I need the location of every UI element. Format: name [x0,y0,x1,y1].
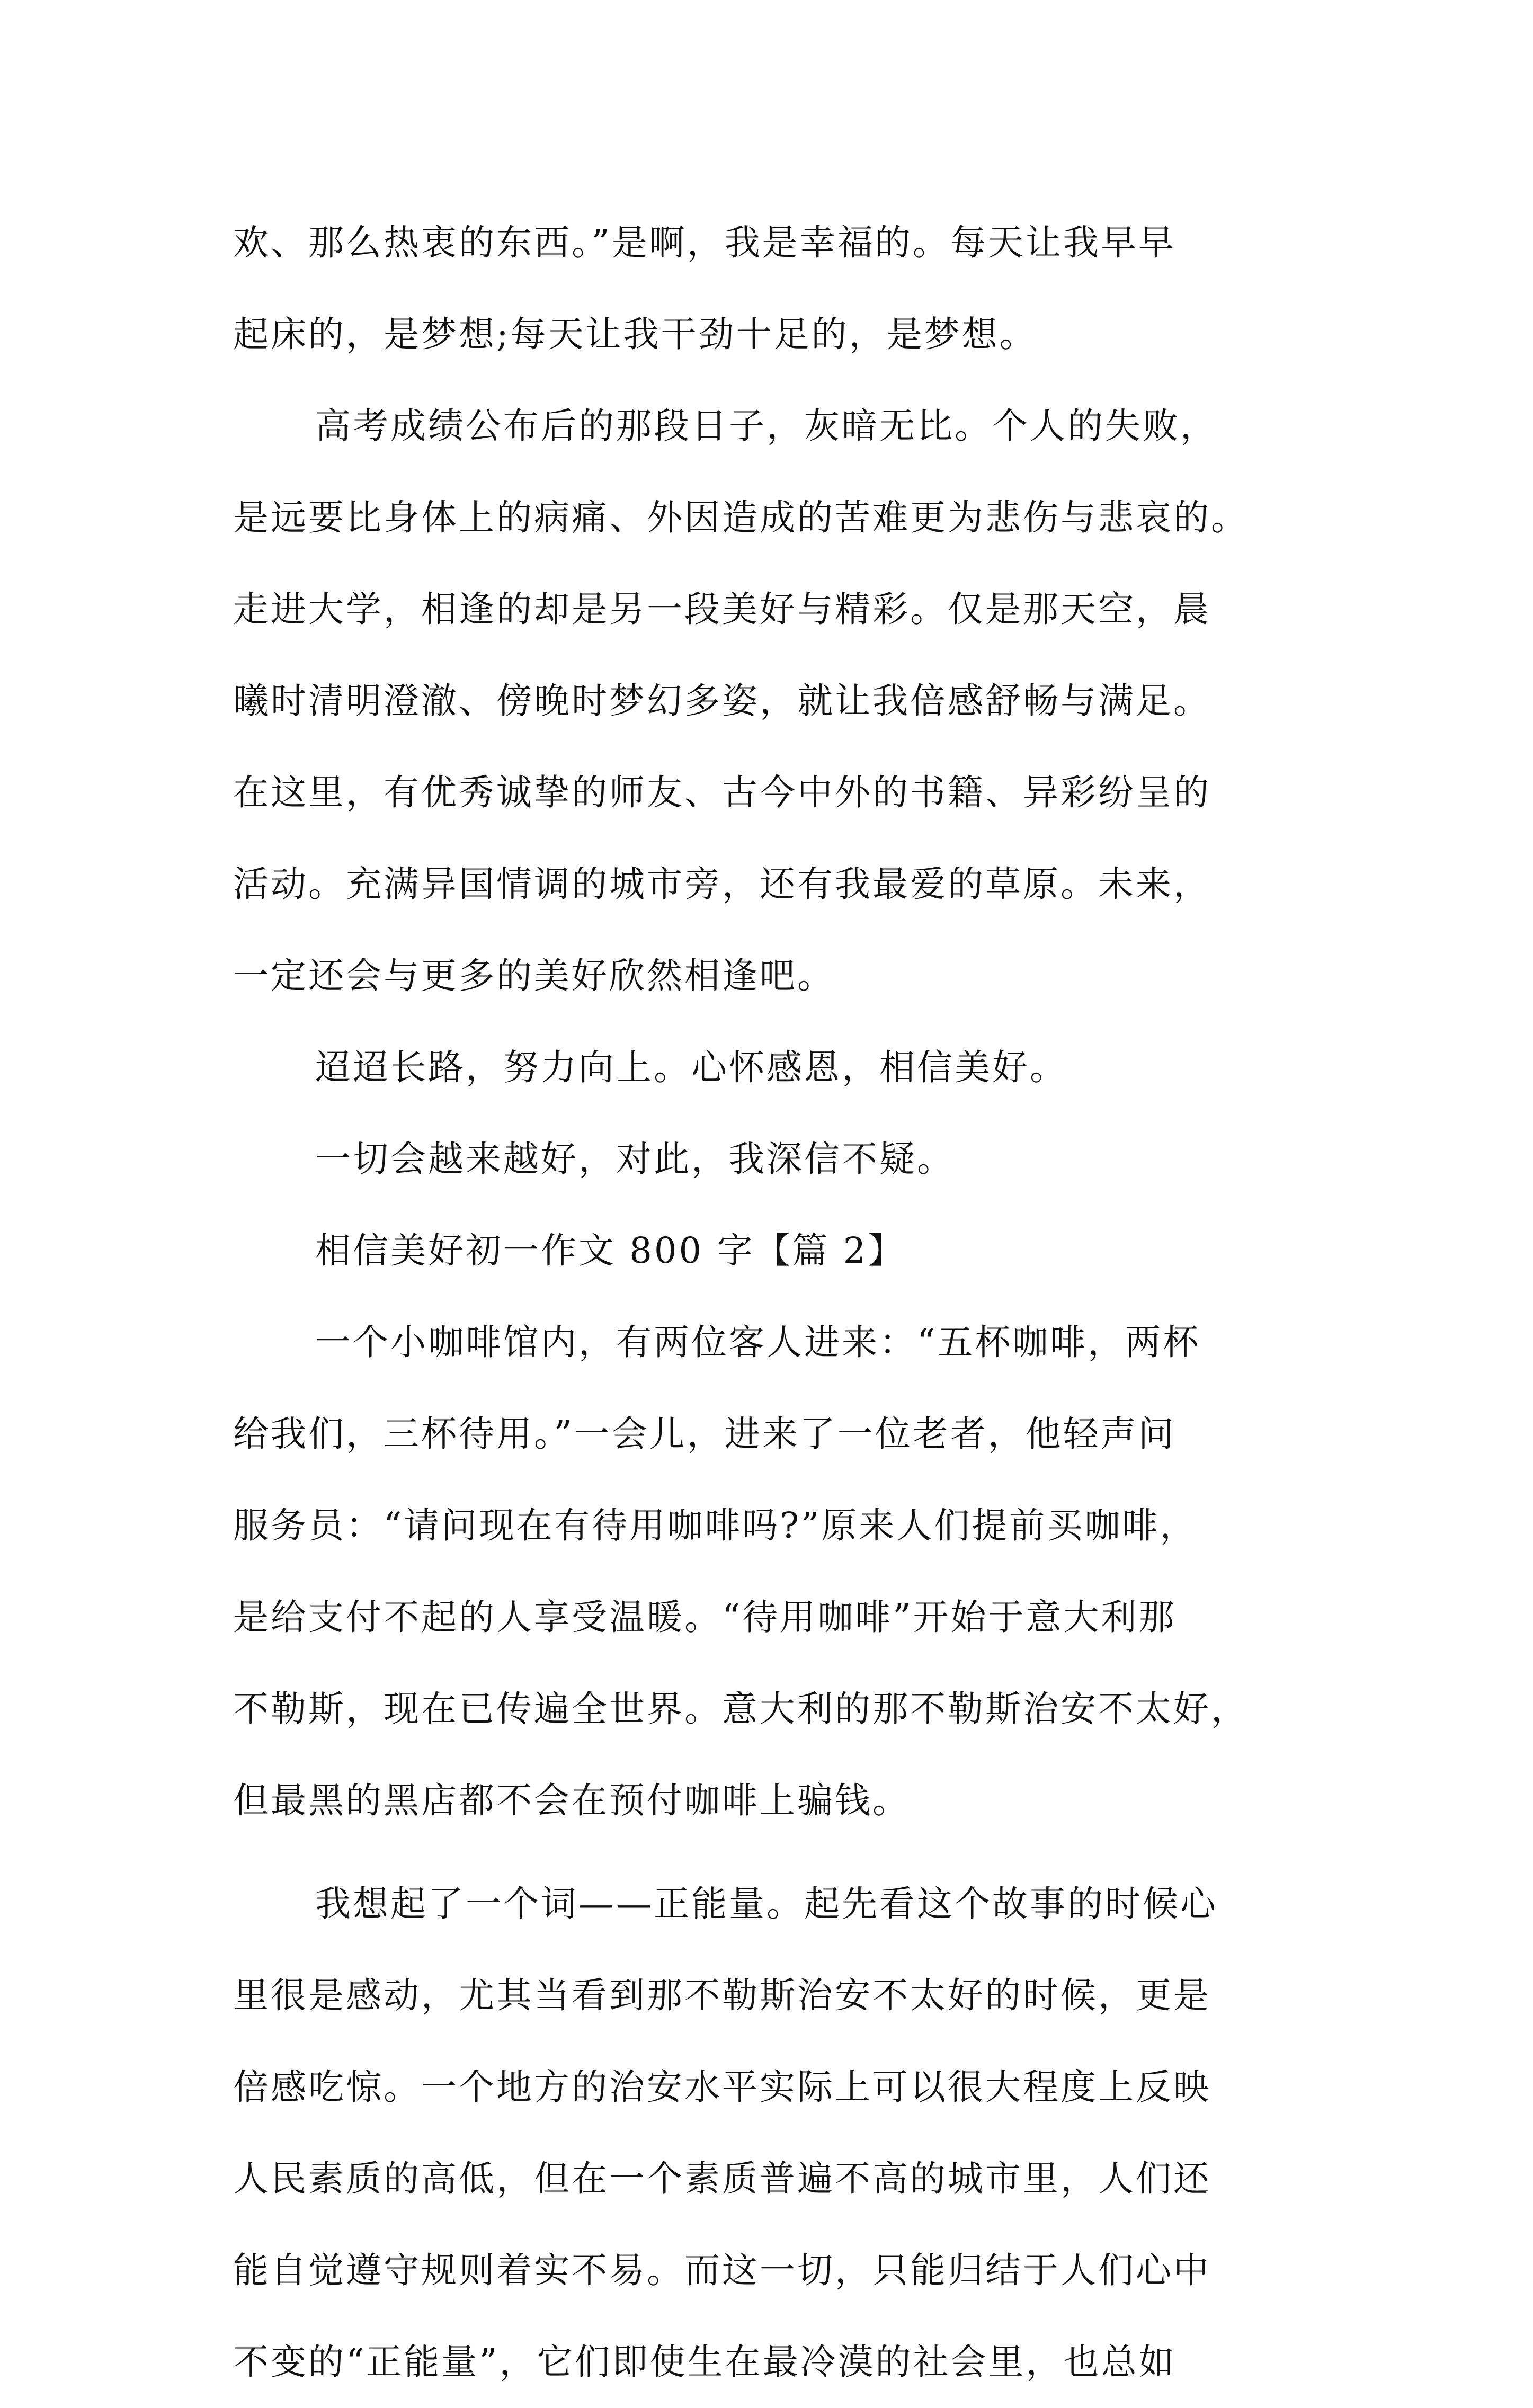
text-line: 高考成绩公布后的那段日子，灰暗无比。个人的失败， [315,405,1218,447]
text-line: 服务员：“请问现在有待用咖啡吗?”原来人们提前买咖啡， [233,1505,1198,1546]
text-line: 里很是感动，尤其当看到那不勒斯治安不太好的时候，更是 [233,1975,1211,2016]
document-body [233,197,1319,2408]
text-line: 一定还会与更多的美好欣然相逢吧。 [233,955,835,996]
text-line: 我想起了一个词——正能量。起先看这个故事的时候心 [315,1883,1218,1924]
text-line: 欢、那么热衷的东西。”是啊，我是幸福的。每天让我早早 [233,222,1176,263]
text-line: 迢迢长路，努力向上。心怀感恩，相信美好。 [315,1047,1067,1088]
section-title: 相信美好初一作文 800 字【篇 2】 [315,1230,906,1271]
text-line: 是给支付不起的人享受温暖。“待用咖啡”开始于意大利那 [233,1597,1177,1638]
text-line: 是远要比身体上的病痛、外因造成的苦难更为悲伤与悲哀的。 [233,497,1249,538]
text-line: 人民素质的高低，但在一个素质普遍不高的城市里，人们还 [233,2158,1211,2199]
text-line: 倍感吃惊。一个地方的治安水平实际上可以很大程度上反映 [233,2066,1211,2108]
text-line: 不变的“正能量”，它们即使生在最冷漠的社会里，也总如 [233,2341,1177,2383]
text-line: 走进大学，相逢的却是另一段美好与精彩。仅是那天空，晨 [233,588,1211,630]
paragraph-continuation [233,197,1319,380]
text-line: 能自觉遵守规则着实不易。而这一切，只能归结于人们心中 [233,2250,1211,2291]
text-line: 起床的，是梦想;每天让我干劲十足的，是梦想。 [233,314,1037,355]
text-line: 曦时清明澄澈、傍晚时梦幻多姿，就让我倍感舒畅与满足。 [233,680,1211,721]
text-line: 一切会越来越好，对此，我深信不疑。 [315,1138,955,1180]
paragraph-long-road [233,1022,1319,1113]
paragraph-positive-energy [233,1858,1319,2408]
text-line: 给我们，三杯待用。”一会儿，进来了一位老者，他轻声问 [233,1413,1176,1455]
text-line: 活动。充满异国情调的城市旁，还有我最爱的草原。未来， [233,863,1211,905]
paragraph-coffee [233,1297,1319,1847]
text-line: 在这里，有优秀诚挚的师友、古今中外的书籍、异彩纷呈的 [233,772,1211,813]
paragraph-college [233,380,1319,1022]
text-line: 一个小咖啡馆内，有两位客人进来：“五杯咖啡，两杯 [315,1322,1201,1363]
text-line: 但最黑的黑店都不会在预付咖啡上骗钱。 [233,1780,910,1821]
section-heading [233,1205,1319,1297]
text-line: 不勒斯，现在已传遍全世界。意大利的那不勒斯治安不太好， [233,1688,1249,1729]
paragraph-belief [233,1113,1319,1205]
